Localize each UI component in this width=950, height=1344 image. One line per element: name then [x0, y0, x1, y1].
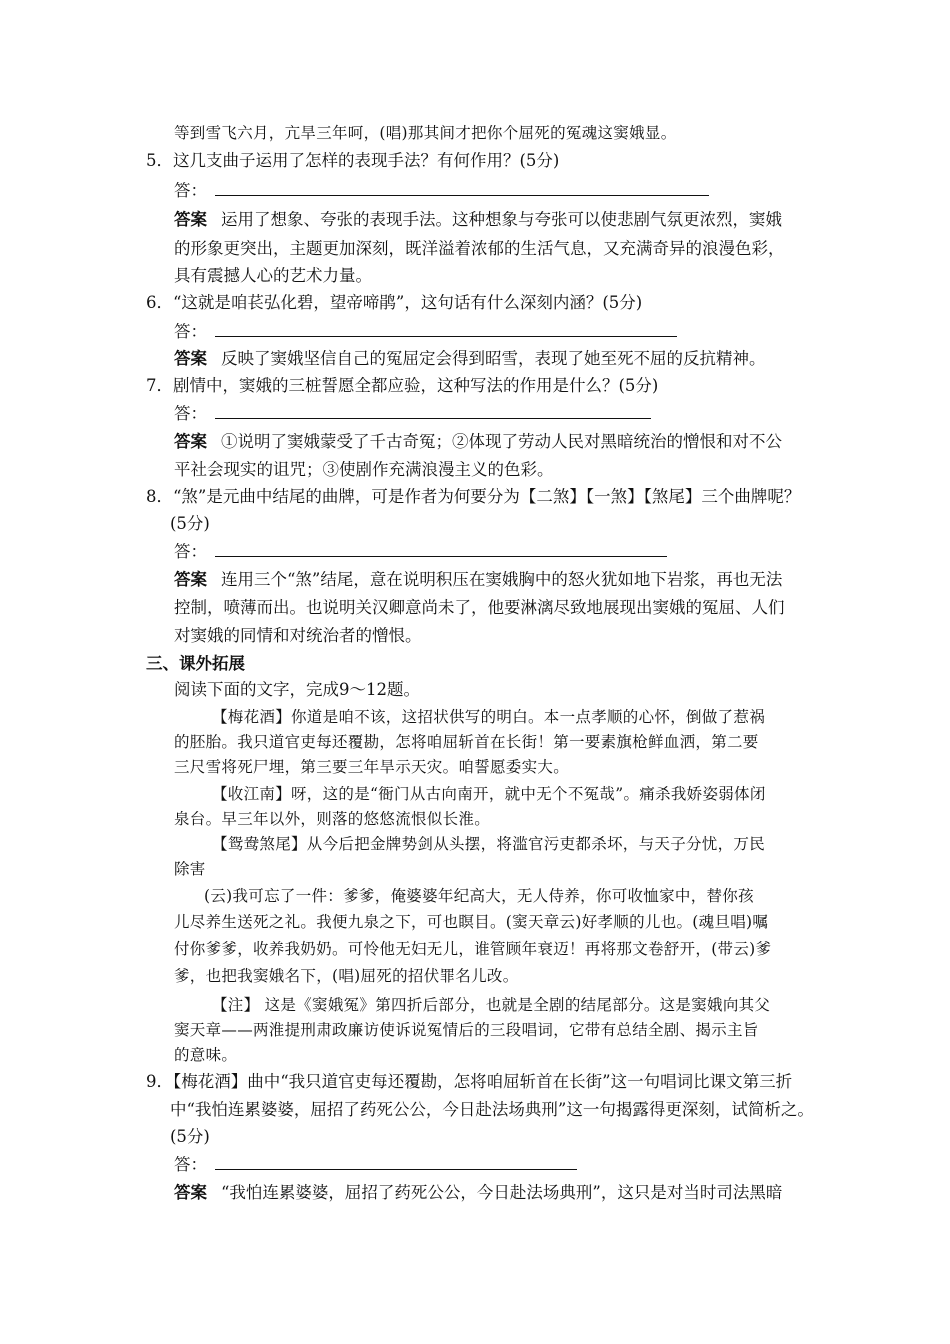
answer-label: 答：	[174, 322, 207, 341]
passage-line: 【鸳鸯煞尾】从今后把金牌势剑从头摆，将滥官污吏都杀坏，与天子分忧，万民	[212, 835, 766, 853]
question-6: 6．“这就是咱苌弘化碧，望帝啼鹃”，这句话有什么深刻内涵？(5分)	[146, 293, 643, 312]
answer-key-tag: 答案	[174, 570, 207, 589]
passage-line: (云)我可忘了一件：爹爹，俺婆婆年纪高大，无人侍养，你可收恤家中，替你孩	[204, 887, 754, 905]
answer-key-7-line-2: 平社会现实的诅咒；③使剧作充满浪漫主义的色彩。	[174, 460, 554, 479]
answer-key-tag: 答案	[174, 210, 207, 229]
passage-line: 泉台。早三年以外，则落的悠悠流恨似长淮。	[174, 810, 491, 828]
section-heading: 三、课外拓展	[146, 654, 245, 673]
answer-key-5-line-3: 具有震撼人心的艺术力量。	[174, 266, 372, 285]
answer-8-field[interactable]	[174, 542, 667, 562]
answer-key-text: 运用了想象、夸张的表现手法。这种想象与夸张可以使悲剧气氛更浓烈，窦娥	[221, 210, 782, 229]
answer-label: 答：	[174, 542, 207, 561]
note-line: 的意味。	[174, 1046, 238, 1064]
passage-line: 除害	[174, 860, 206, 878]
answer-blank	[215, 404, 651, 419]
passage-line: 等到雪飞六月，亢旱三年呵，(唱)那其间才把你个屈死的冤魂这窦娥显。	[174, 124, 677, 142]
answer-key-tag: 答案	[174, 432, 207, 451]
answer-label: 答：	[174, 1155, 207, 1174]
question-7: 7．剧情中，窦娥的三桩誓愿全都应验，这种写法的作用是什么？(5分)	[146, 376, 659, 395]
answer-7-field[interactable]	[174, 404, 651, 424]
reading-instruction: 阅读下面的文字，完成9～12题。	[174, 680, 420, 699]
question-8-line-2: (5分)	[170, 514, 210, 533]
question-8-line-1: 8．“煞”是元曲中结尾的曲牌，可是作者为何要分为【二煞】【一煞】【煞尾】三个曲牌呢？	[146, 487, 801, 506]
passage-line: 付你爹爹，收养我奶奶。可怜他无妇无儿，谁管顾年衰迈！再将那文卷舒开，(带云)爹	[174, 940, 772, 958]
answer-key-8-line-3: 对窦娥的同情和对统治者的憎恨。	[174, 626, 422, 645]
answer-5-field[interactable]	[174, 181, 709, 201]
passage-line: 【收江南】呀，这的是“衙门从古向南开，就中无个不冤哉”。痛杀我娇姿弱体闭	[212, 785, 766, 803]
passage-line: 【梅花酒】你道是咱不该，这招状供写的明白。本一点孝顺的心怀，倒做了惹祸	[212, 708, 766, 726]
passage-line: 儿尽养生送死之礼。我便九泉之下，可也瞑目。(窦天章云)好孝顺的儿也。(魂旦唱)嘱	[174, 913, 769, 931]
answer-blank	[215, 1155, 577, 1170]
note-line: 窦天章——两淮提刑肃政廉访使诉说冤情后的三段唱词，它带有总结全剧、揭示主旨	[174, 1021, 759, 1039]
question-9-line-3: (5分)	[170, 1127, 210, 1146]
question-9-line-2: 中“我怕连累婆婆，屈招了药死公公，今日赴法场典刑”这一句揭露得更深刻，试简析之。	[170, 1100, 814, 1119]
answer-key-text: “我怕连累婆婆，屈招了药死公公，今日赴法场典刑”，这只是对当时司法黑暗	[221, 1183, 783, 1202]
passage-line: 的胚胎。我只道官吏每还覆勘，怎将咱屈斩首在长街！第一要素旗枪鲜血洒，第二要	[174, 733, 759, 751]
answer-key-8-line-1	[174, 570, 782, 590]
answer-key-tag: 答案	[174, 349, 207, 368]
answer-6-field[interactable]	[174, 322, 677, 342]
answer-blank	[215, 542, 667, 557]
answer-key-text: 反映了窦娥坚信自己的冤屈定会得到昭雪，表现了她至死不屈的反抗精神。	[221, 349, 766, 368]
note-line: 【注】 这是《窦娥冤》第四折后部分，也就是全剧的结尾部分。这是窦娥向其父	[212, 996, 771, 1014]
answer-key-text: ①说明了窦娥蒙受了千古奇冤；②体现了劳动人民对黑暗统治的憎恨和对不公	[221, 432, 782, 451]
answer-key-text: 连用三个“煞”结尾，意在说明积压在窦娥胸中的怒火犹如地下岩浆，再也无法	[221, 570, 783, 589]
answer-label: 答：	[174, 181, 207, 200]
answer-9-field[interactable]	[174, 1155, 577, 1175]
passage-line: 三尺雪将死尸埋，第三要三年旱示天灾。咱誓愿委实大。	[174, 758, 570, 776]
answer-key-7-line-1	[174, 432, 782, 452]
answer-key-5-line-1	[174, 210, 782, 230]
answer-key-8-line-2: 控制，喷薄而出。也说明关汉卿意尚未了，他要淋漓尽致地展现出窦娥的冤屈、人们	[174, 598, 785, 617]
answer-key-9-line-1	[174, 1183, 782, 1203]
question-9-line-1: 9．【梅花酒】曲中“我只道官吏每还覆勘，怎将咱屈斩首在长街”这一句唱词比课文第三折	[146, 1072, 793, 1091]
answer-key-tag: 答案	[174, 1183, 207, 1202]
answer-key-6-line-1	[174, 349, 766, 369]
answer-blank	[215, 322, 677, 337]
question-5: 5．这几支曲子运用了怎样的表现手法？有何作用？(5分)	[146, 151, 560, 170]
answer-key-5-line-2: 的形象更突出，主题更加深刻，既洋溢着浓郁的生活气息，又充满奇异的浪漫色彩，	[174, 239, 785, 258]
passage-line: 爹，也把我窦娥名下，(唱)屈死的招伏罪名儿改。	[174, 967, 519, 985]
answer-label: 答：	[174, 404, 207, 423]
answer-blank	[215, 181, 709, 196]
